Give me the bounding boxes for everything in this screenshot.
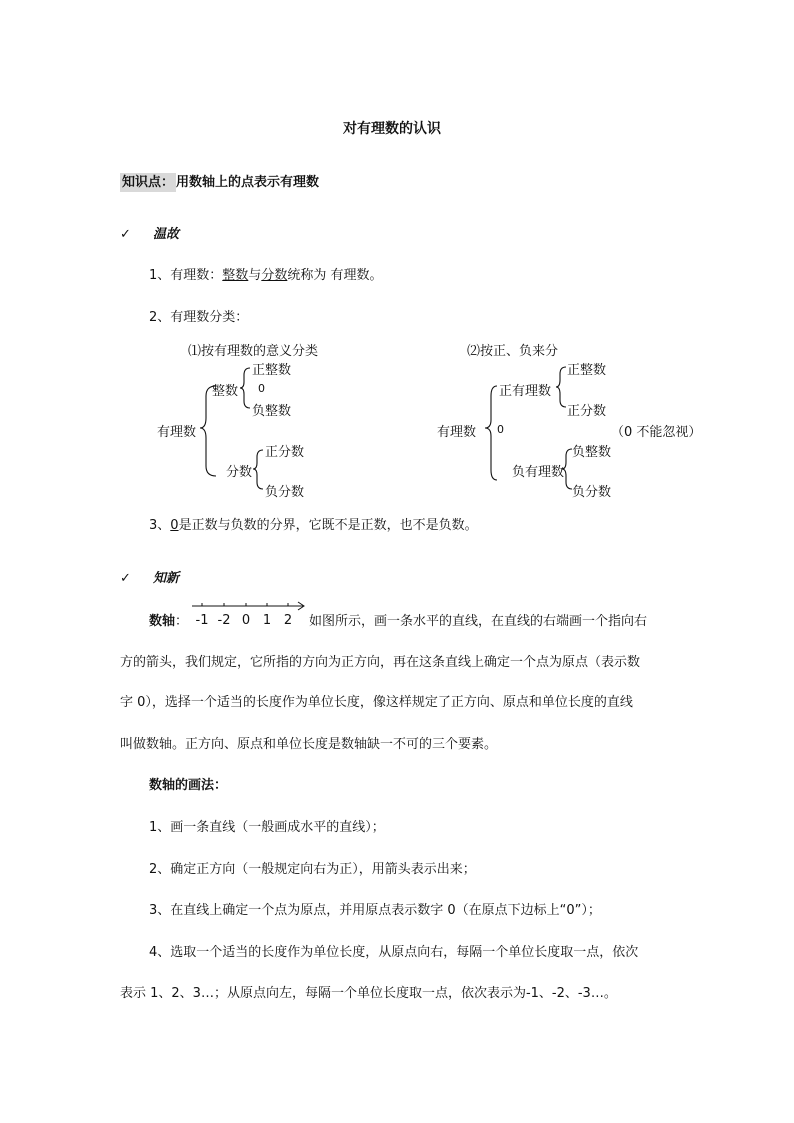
axis-label-colon: ： bbox=[175, 614, 189, 629]
method-title: 数轴的画法： bbox=[149, 778, 228, 793]
tick-label: -2 bbox=[217, 613, 231, 628]
review-item-2: 2、有理数分类： bbox=[149, 310, 249, 325]
axis-paragraph-line-3: 字 0），选择一个适当的长度作为单位长度，像这样规定了正方向、原点和单位长度的直线 bbox=[120, 695, 633, 710]
tree2-positive: 正有理数 bbox=[499, 384, 552, 399]
item1-blank-integer: 整数 bbox=[222, 268, 249, 283]
item1-blank-fraction: 分数 bbox=[261, 268, 288, 283]
tree1-root: 有理数 bbox=[157, 425, 197, 440]
knowledge-topic: 用数轴上的点表示有理数 bbox=[176, 175, 320, 190]
axis-paragraph-line-1: 如图所示，画一条水平的直线，在直线的右端画一个指向右 bbox=[309, 614, 648, 629]
tree2-note: （0 不能忽视） bbox=[611, 425, 702, 440]
axis-paragraph-line-4: 叫做数轴。正方向、原点和单位长度是数轴缺一不可的三个要素。 bbox=[120, 737, 498, 752]
item1-tail: 统称为 有理数。 bbox=[287, 268, 383, 283]
method-step-4-cont: 表示 1、2、3…；从原点向左，每隔一个单位长度取一点，依次表示为-1、-2、-3…。 bbox=[120, 986, 617, 1001]
knowledge-label: 知识点： bbox=[122, 175, 175, 190]
tree1-zero: 0 bbox=[258, 382, 265, 395]
tree2-pos-int: 正整数 bbox=[567, 363, 607, 378]
tick-label: 1 bbox=[262, 613, 272, 628]
review-item-3 bbox=[149, 514, 478, 533]
tree2-neg-frac: 负分数 bbox=[572, 485, 612, 500]
item1-and: 与 bbox=[248, 268, 262, 283]
page-title: 对有理数的认识 bbox=[343, 121, 441, 137]
tree1-neg-int: 负整数 bbox=[252, 404, 292, 419]
tree2-zero: 0 bbox=[497, 423, 504, 436]
tree2-brace-positive bbox=[556, 367, 566, 407]
tick-label: 2 bbox=[283, 613, 293, 628]
tree1-pos-frac: 正分数 bbox=[265, 445, 305, 460]
tree1-brace-integer bbox=[240, 368, 250, 408]
tree1-neg-frac: 负分数 bbox=[265, 485, 305, 500]
item3-blank-zero: 0 bbox=[170, 518, 179, 533]
tick-label: -1 bbox=[195, 613, 209, 628]
number-line-figure bbox=[190, 598, 310, 628]
tree1-brace-fraction bbox=[253, 450, 263, 489]
tree2-caption: ⑵按正、负来分 bbox=[467, 344, 559, 359]
tree2-brace-root bbox=[485, 386, 497, 480]
tree2-negative: 负有理数 bbox=[512, 465, 565, 480]
tree1-integer: 整数 bbox=[212, 384, 239, 399]
tree2-pos-frac: 正分数 bbox=[567, 404, 607, 419]
newknow-heading-text: 知新 bbox=[153, 571, 180, 586]
tree2-root: 有理数 bbox=[437, 425, 477, 440]
item3-tail: 是正数与负数的分界，它既不是正数，也不是负数。 bbox=[178, 518, 478, 533]
review-heading-text: 温故 bbox=[153, 227, 180, 242]
tree1-fraction: 分数 bbox=[226, 465, 253, 480]
method-step-4: 4、选取一个适当的长度作为单位长度，从原点向右，每隔一个单位长度取一点，依次 bbox=[149, 945, 639, 960]
tick-label: 0 bbox=[241, 613, 251, 628]
tree2-neg-int: 负整数 bbox=[572, 445, 612, 460]
axis-label bbox=[149, 610, 188, 629]
tree1-pos-int: 正整数 bbox=[252, 363, 292, 378]
tree1-brace-root bbox=[200, 386, 216, 476]
check-icon: ✓ bbox=[120, 571, 131, 586]
item3-prefix: 3、 bbox=[149, 518, 171, 533]
axis-label-text: 数轴 bbox=[149, 614, 176, 629]
newknow-heading bbox=[120, 567, 179, 586]
method-step-2: 2、确定正方向（一般规定向右为正），用箭头表示出来； bbox=[149, 862, 476, 877]
tree1-caption: ⑴按有理数的意义分类 bbox=[188, 344, 319, 359]
method-step-1: 1、画一条直线（一般画成水平的直线）； bbox=[149, 820, 385, 835]
item1-prefix: 1、有理数： bbox=[149, 268, 223, 283]
axis-paragraph-line-2: 方的箭头，我们规定，它所指的方向为正方向，再在这条直线上确定一个点为原点（表示数 bbox=[120, 655, 641, 670]
check-icon: ✓ bbox=[120, 227, 131, 242]
method-step-3: 3、在直线上确定一个点为原点，并用原点表示数字 0（在原点下边标上“0”）； bbox=[149, 903, 601, 918]
